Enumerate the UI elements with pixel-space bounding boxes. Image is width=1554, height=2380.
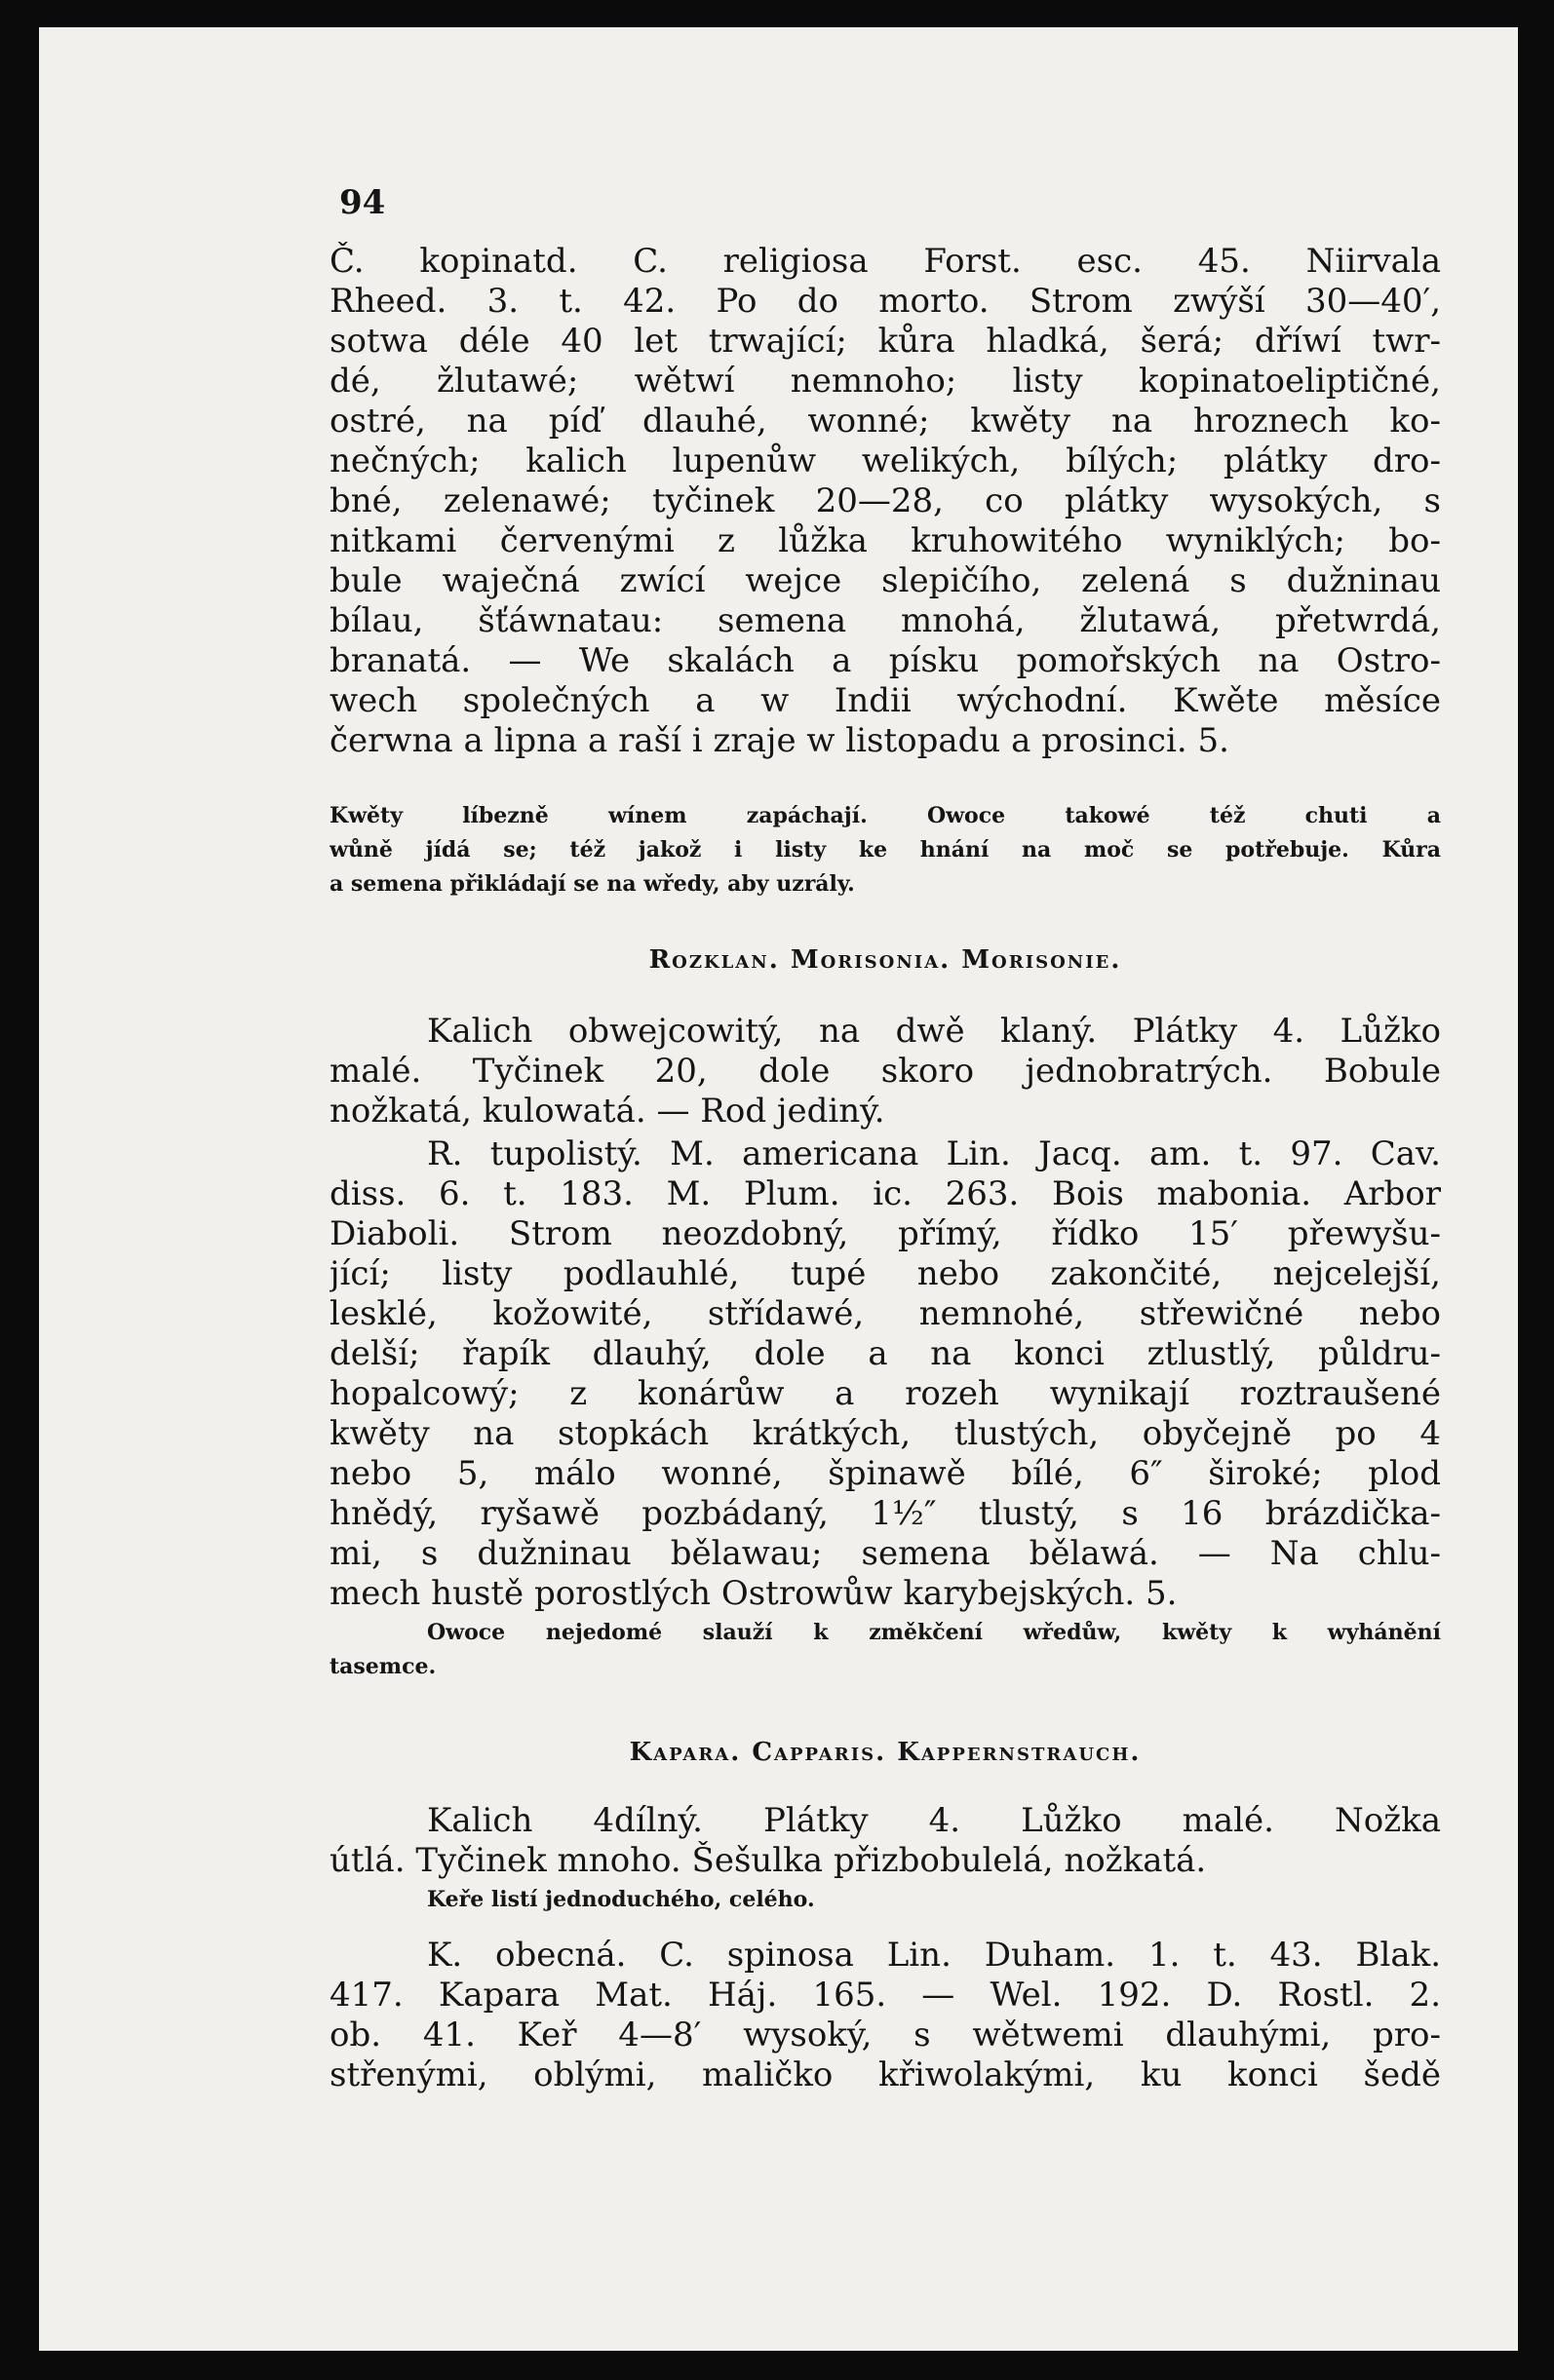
text-line: Kalich 4dílný. Plátky 4. Lůžko malé. Nožka: [427, 1801, 1441, 1840]
text-line: mech hustě porostlých Ostrowůw karybejských. 5.: [330, 1574, 1178, 1613]
text-line: K. obecná. C. spinosa Lin. Duham. 1. t. 43. Blak.: [427, 1936, 1441, 1975]
note-small-print: [330, 1616, 1441, 1684]
text-line: branatá. — We skalách a písku pomořských na Ostro-: [330, 641, 1441, 680]
book-page: [39, 27, 1518, 2351]
text-line: nožkatá, kulowatá. — Rod jediný.: [330, 1092, 885, 1131]
text-line: střenými, oblými, maličko křiwolakými, ku konci šedě: [330, 2055, 1441, 2094]
note-line: tasemce.: [330, 1654, 437, 1679]
text-line: Č. kopinatd. C. religiosa Forst. esc. 45. Niirvala: [330, 242, 1441, 281]
text-line: bule waječná zwící wejce slepičího, zelená s dužninau: [330, 561, 1441, 600]
entry-morisonia-americana: [330, 1134, 1441, 1614]
note-line: a semena přikládají se na wředy, aby uzrály.: [330, 871, 855, 897]
text-line: diss. 6. t. 183. M. Plum. ic. 263. Bois mabonia. Arbor: [330, 1174, 1441, 1213]
text-line: Diaboli. Strom neozdobný, přímý, řídko 15′ přewyšu-: [330, 1214, 1441, 1253]
entry-cecropia-kopinata: [330, 242, 1441, 761]
genus-heading-capparis: [330, 1738, 1441, 1767]
note-line: wůně jídá se; též jakož i listy ke hnání na moč se potřebuje. Kůra: [330, 837, 1441, 863]
text-line: nebo 5, málo wonné, špinawě bílé, 6″ široké; plod: [330, 1454, 1441, 1493]
text-line: R. tupolistý. M. americana Lin. Jacq. am. t. 97. Cav.: [427, 1134, 1441, 1173]
text-line: mi, s dužninau bělawau; semena bělawá. — Na chlu-: [330, 1534, 1441, 1573]
text-line: sotwa déle 40 let trwající; kůra hladká, šerá; dříwí twr-: [330, 322, 1441, 361]
text-line: ob. 41. Keř 4—8′ wysoký, s wětwemi dlauhými, pro-: [330, 2015, 1441, 2054]
genus-heading: Kapara. Capparis. Kappernstrauch.: [629, 1738, 1142, 1767]
text-line: hnědý, ryšawě pozbádaný, 1½″ tlustý, s 16 brázdička-: [330, 1494, 1441, 1533]
note-line: Owoce nejedomé slauží k změkčení wředůw, kwěty k wyhánění: [427, 1620, 1441, 1645]
note-line: Keře listí jednoduchého, celého.: [427, 1887, 815, 1912]
entry-capparis-spinosa: [330, 1936, 1441, 2095]
genus-description: [330, 1801, 1441, 1881]
text-line: delší; řapík dlauhý, dole a na konci ztlustlý, půldru-: [330, 1334, 1441, 1373]
text-line: lesklé, kožowité, střídawé, nemnohé, střewičné nebo: [330, 1294, 1441, 1333]
text-line: malé. Tyčinek 20, dole skoro jednobratrých. Bobule: [330, 1052, 1441, 1091]
text-line: dé, žlutawé; wětwí nemnoho; listy kopinatoeliptičné,: [330, 362, 1441, 401]
note-small-print: [330, 1883, 1441, 1917]
text-line: bné, zelenawé; tyčinek 20—28, co plátky wysokých, s: [330, 481, 1441, 520]
text-line: útlá. Tyčinek mnoho. Šešulka přizbobulelá, nožkatá.: [330, 1841, 1207, 1880]
text-line: Kalich obwejcowitý, na dwě klaný. Plátky 4. Lůžko: [427, 1012, 1441, 1051]
text-line: Rheed. 3. t. 42. Po do morto. Strom zwýší 30—40′,: [330, 282, 1441, 321]
text-line: nitkami červenými z lůžka kruhowitého wyniklých; bo-: [330, 521, 1441, 560]
text-line: jící; listy podlauhlé, tupé nebo zakončité, nejcelejší,: [330, 1254, 1441, 1293]
genus-description: [330, 1012, 1441, 1132]
text-line: ostré, na píď dlauhé, wonné; kwěty na hroznech ko-: [330, 402, 1441, 441]
text-line: čerwna a lipna a raší i zraje w listopadu a prosinci. 5.: [330, 721, 1229, 760]
page-number: 94: [339, 183, 386, 222]
text-line: nečných; kalich lupenůw welikých, bílých; plátky dro-: [330, 441, 1441, 480]
text-line: wech společných a w Indii wýchodní. Kwěte měsíce: [330, 681, 1441, 720]
text-line: hopalcowý; z konárůw a rozeh wynikají roztraušené: [330, 1374, 1441, 1413]
genus-heading: Rozklan. Morisonia. Morisonie.: [648, 945, 1122, 975]
text-line: bílau, šťáwnatau: semena mnohá, žlutawá, přetwrdá,: [330, 601, 1441, 640]
text-line: kwěty na stopkách krátkých, tlustých, obyčejně po 4: [330, 1414, 1441, 1453]
genus-heading-morisonia: [330, 945, 1441, 975]
note-line: Kwěty líbezně wínem zapáchají. Owoce takowé též chuti a: [330, 803, 1441, 828]
note-small-print: [330, 799, 1441, 902]
text-line: 417. Kapara Mat. Háj. 165. — Wel. 192. D. Rostl. 2.: [330, 1976, 1441, 2015]
